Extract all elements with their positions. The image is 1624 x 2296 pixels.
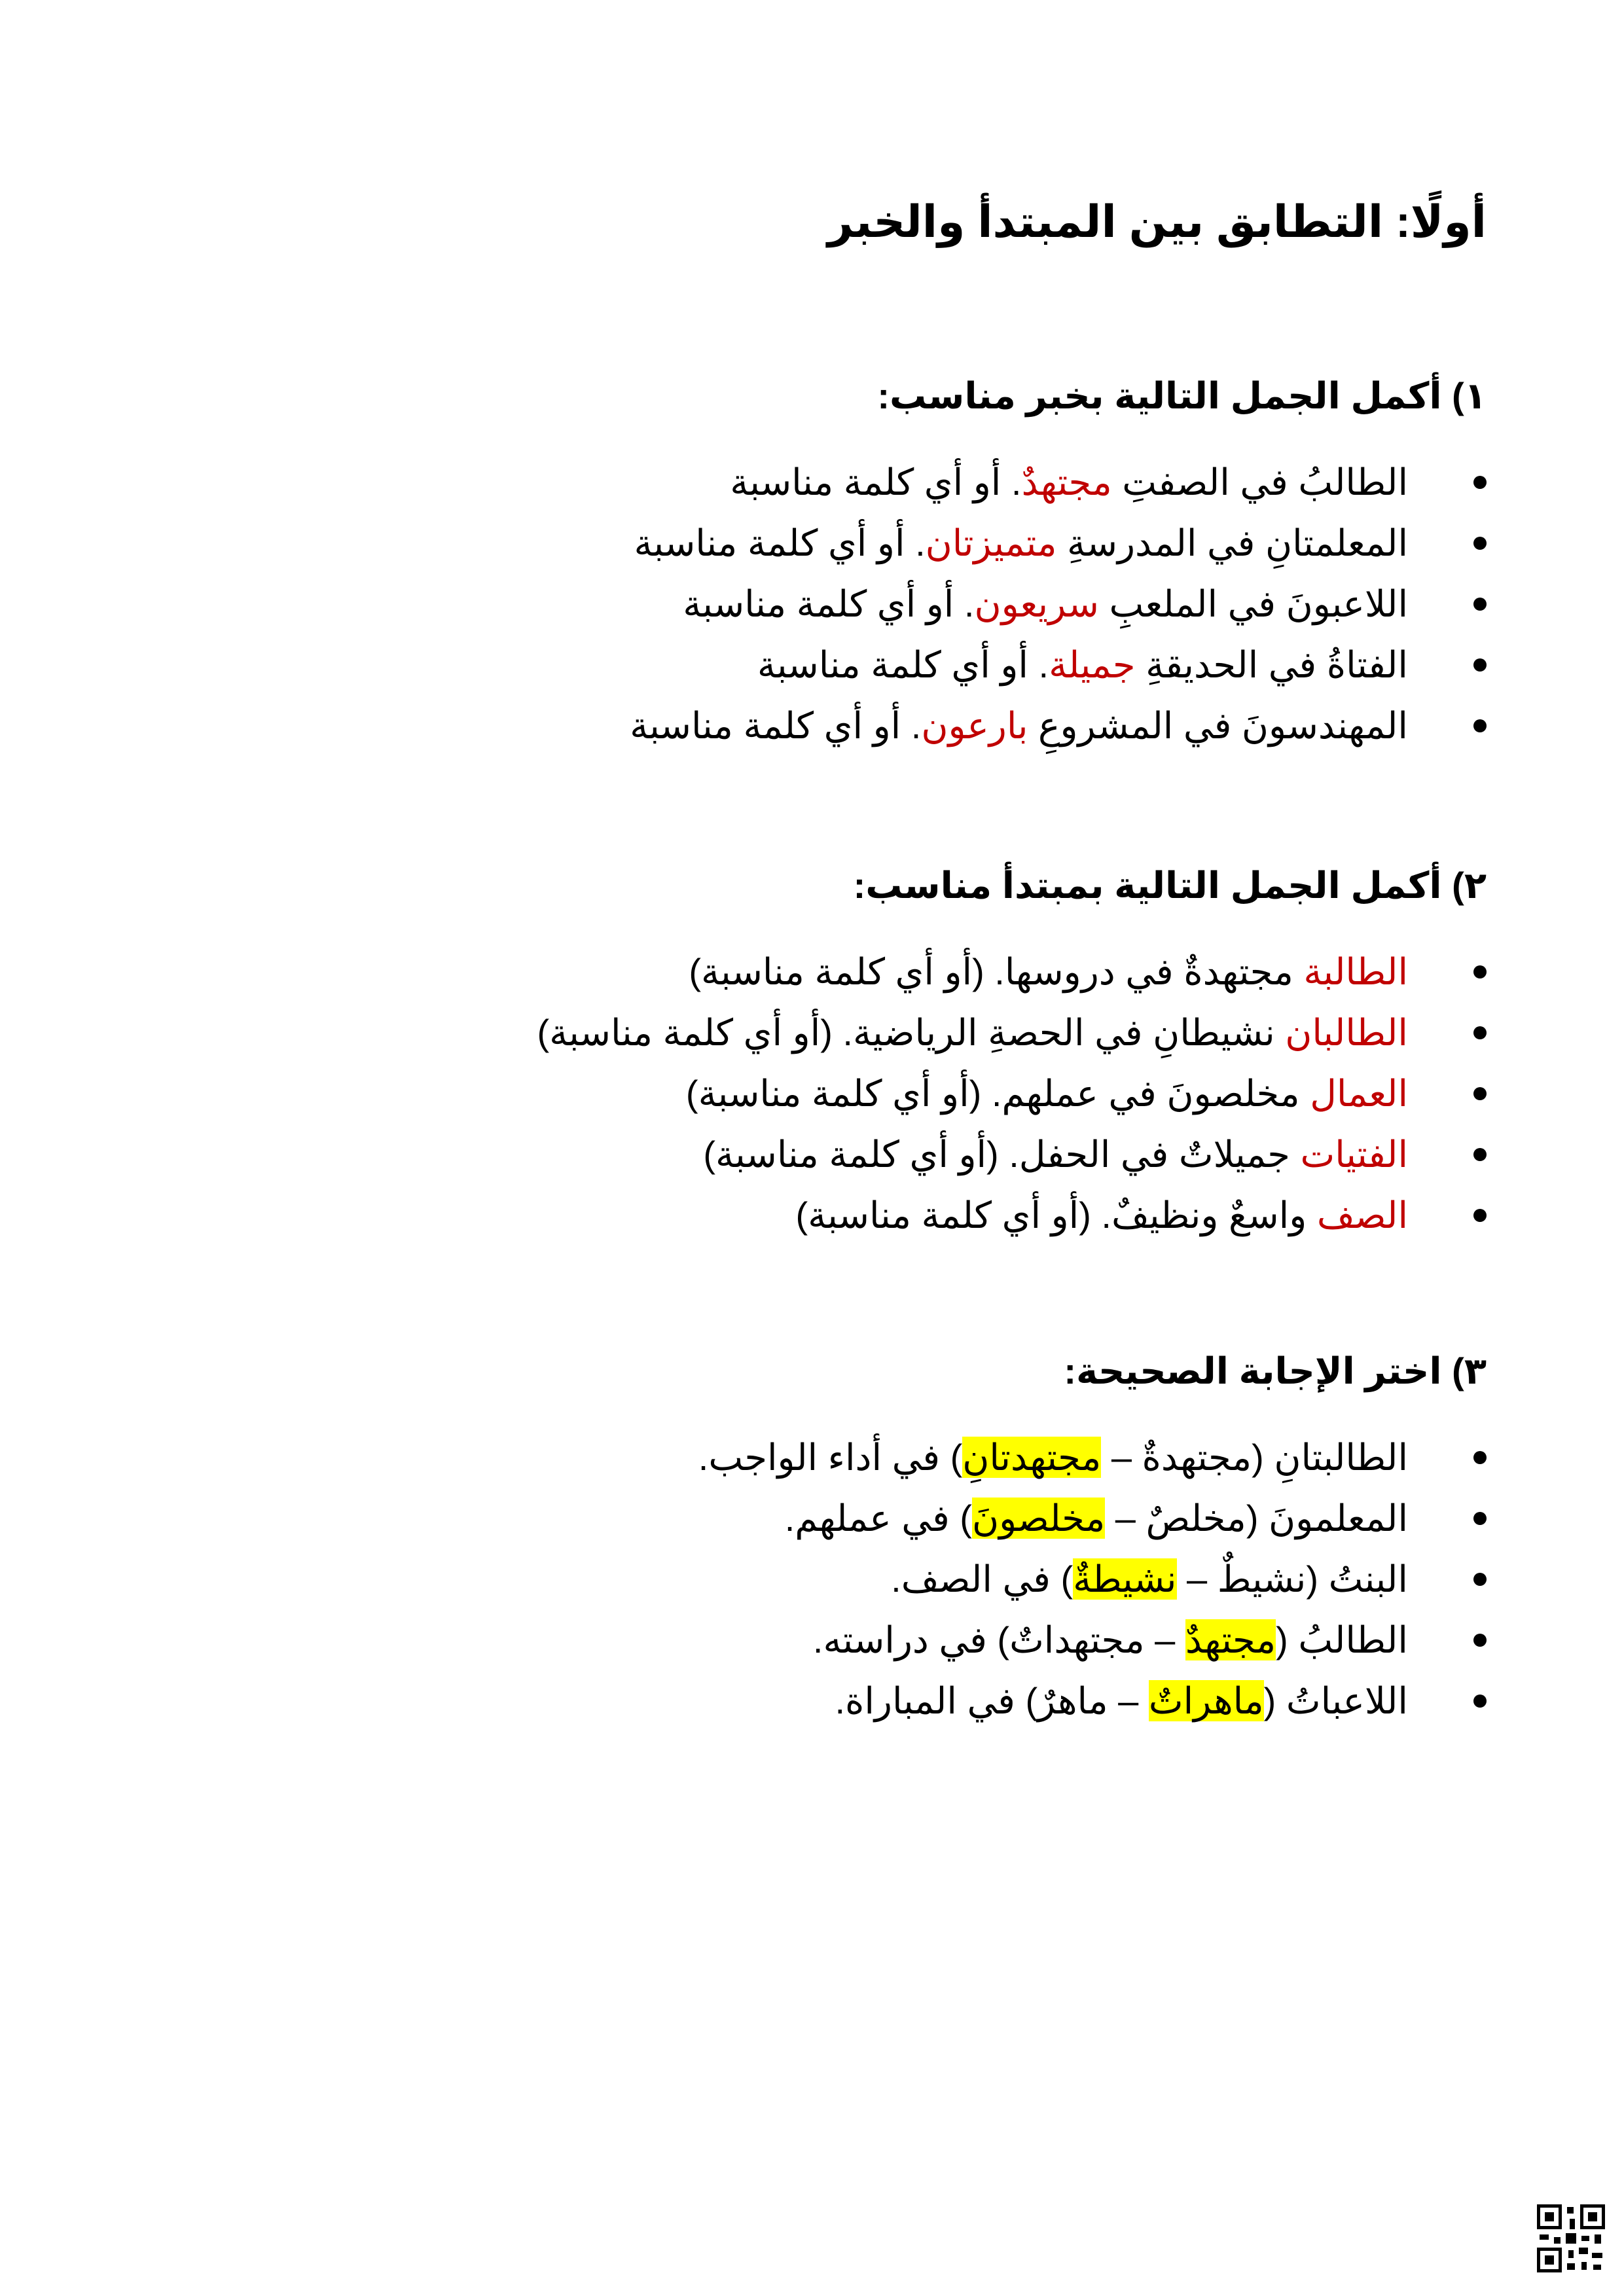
qr-module bbox=[1579, 2248, 1588, 2254]
answer-text: جميلة bbox=[1049, 644, 1136, 685]
sentence-text: الطالبتانِ ( bbox=[1252, 1437, 1408, 1478]
note-text: . أو أي كلمة مناسبة bbox=[757, 644, 1049, 685]
bullet-icon bbox=[1473, 1209, 1487, 1222]
option-1: مجتهدةٌ bbox=[1142, 1437, 1252, 1478]
sentence-text: ) في الصف. bbox=[891, 1558, 1074, 1600]
bullet-icon bbox=[1473, 965, 1487, 978]
option-separator: – bbox=[1144, 1619, 1185, 1660]
list-item bbox=[537, 1185, 1487, 1246]
sentence-text: ) في دراسته. bbox=[812, 1619, 1010, 1660]
qr-module bbox=[1570, 2219, 1575, 2229]
qr-module bbox=[1595, 2234, 1601, 2244]
note-text: . أو أي كلمة مناسبة bbox=[630, 705, 922, 746]
note-text: . أو أي كلمة مناسبة bbox=[730, 461, 1022, 503]
list-item bbox=[537, 1063, 1487, 1124]
bullet-icon bbox=[1473, 1026, 1487, 1039]
qr-module bbox=[1592, 2253, 1602, 2258]
section-1-heading: ١) أكمل الجمل التالية بخبر مناسب: bbox=[877, 375, 1487, 416]
bullet-icon bbox=[1473, 537, 1487, 550]
sentence-text: البنتُ ( bbox=[1306, 1558, 1408, 1600]
list-item bbox=[698, 1670, 1487, 1731]
list-item bbox=[630, 512, 1487, 573]
qr-module bbox=[1540, 2234, 1549, 2240]
bullet-icon bbox=[1473, 476, 1487, 489]
sentence-text: الطالبُ ( bbox=[1276, 1619, 1408, 1660]
list-item bbox=[698, 1488, 1487, 1549]
sentence-text: نشيطانِ في الحصةِ الرياضية. (أو أي كلمة مناسبة) bbox=[537, 1012, 1286, 1053]
list-item bbox=[698, 1609, 1487, 1670]
sentence-text: اللاعباتُ ( bbox=[1263, 1680, 1408, 1721]
qr-module bbox=[1554, 2237, 1561, 2244]
answer-text: متميزتان bbox=[925, 522, 1057, 564]
list-item bbox=[698, 1427, 1487, 1488]
option-separator: – bbox=[1108, 1680, 1149, 1721]
answer-text: بارعون bbox=[921, 705, 1028, 746]
correct-option: مجتهدٌ bbox=[1185, 1619, 1276, 1660]
qr-finder-icon bbox=[1537, 2204, 1562, 2229]
bullet-icon bbox=[1473, 1451, 1487, 1464]
qr-module bbox=[1593, 2265, 1601, 2270]
bullet-icon bbox=[1473, 598, 1487, 611]
section-3-list bbox=[698, 1427, 1487, 1731]
option-2: مجتهداتٌ bbox=[1009, 1619, 1145, 1660]
sentence-text: ) في المباراة. bbox=[835, 1680, 1038, 1721]
sentence-text: المعلمتانِ في المدرسةِ bbox=[1056, 522, 1408, 564]
bullet-icon bbox=[1473, 1087, 1487, 1100]
sentence-text: ) في أداء الواجب. bbox=[698, 1437, 963, 1478]
option-1: مخلصٌ bbox=[1146, 1498, 1246, 1539]
correct-option: نشيطةٌ bbox=[1073, 1558, 1177, 1600]
qr-module bbox=[1581, 2236, 1589, 2241]
sentence-text: مخلصونَ في عملهم. (أو أي كلمة مناسبة) bbox=[685, 1073, 1310, 1114]
note-text: . أو أي كلمة مناسبة bbox=[683, 583, 975, 624]
list-item bbox=[630, 573, 1487, 634]
sentence-text: المهندسونَ في المشروعِ bbox=[1028, 705, 1408, 746]
option-2: ماهرٌ bbox=[1038, 1680, 1108, 1721]
page-title: أولًا: التطابق بين المبتدأ والخبر bbox=[827, 197, 1487, 247]
list-item bbox=[537, 941, 1487, 1002]
qr-module bbox=[1567, 2263, 1575, 2270]
sentence-text: الفتاةُ في الحديقةِ bbox=[1135, 644, 1408, 685]
sentence-text: اللاعبونَ في الملعبِ bbox=[1098, 583, 1408, 624]
sentence-text: جميلاتٌ في الحفل. (أو أي كلمة مناسبة) bbox=[703, 1134, 1301, 1175]
option-separator: – bbox=[1105, 1498, 1146, 1539]
option-separator: – bbox=[1101, 1437, 1142, 1478]
qr-module bbox=[1566, 2233, 1576, 2244]
list-item bbox=[630, 452, 1487, 512]
sentence-text: واسعٌ ونظيفٌ. (أو أي كلمة مناسبة) bbox=[795, 1194, 1317, 1236]
bullet-icon bbox=[1473, 1634, 1487, 1647]
answer-text: سريعون bbox=[974, 583, 1099, 624]
bullet-icon bbox=[1473, 658, 1487, 672]
answer-text: العمال bbox=[1310, 1073, 1408, 1114]
note-text: . أو أي كلمة مناسبة bbox=[634, 522, 926, 564]
option-separator: – bbox=[1176, 1558, 1218, 1600]
sentence-text: المعلمونَ ( bbox=[1246, 1498, 1408, 1539]
list-item bbox=[630, 695, 1487, 756]
sentence-text: مجتهدةٌ في دروسها. (أو أي كلمة مناسبة) bbox=[689, 951, 1304, 992]
bullet-icon bbox=[1473, 1695, 1487, 1708]
correct-option: ماهراتٌ bbox=[1148, 1680, 1264, 1721]
section-2-heading: ٢) أكمل الجمل التالية بمبتدأ مناسب: bbox=[853, 865, 1487, 906]
list-item bbox=[537, 1124, 1487, 1185]
answer-text: الطالبة bbox=[1303, 951, 1408, 992]
bullet-icon bbox=[1473, 1573, 1487, 1586]
sentence-text: الطالبُ في الصفتِ bbox=[1111, 461, 1408, 503]
list-item bbox=[630, 634, 1487, 695]
list-item bbox=[698, 1549, 1487, 1609]
section-1-list bbox=[630, 452, 1487, 756]
option-1: نشيطٌ bbox=[1217, 1558, 1307, 1600]
answer-text: الطالبان bbox=[1285, 1012, 1408, 1053]
correct-option: مجتهدتانِ bbox=[962, 1437, 1102, 1478]
qr-finder-icon bbox=[1580, 2204, 1605, 2229]
list-item bbox=[537, 1002, 1487, 1063]
qr-module bbox=[1567, 2207, 1574, 2214]
bullet-icon bbox=[1473, 1148, 1487, 1161]
qr-finder-icon bbox=[1537, 2248, 1562, 2272]
qr-code-icon[interactable] bbox=[1537, 2204, 1605, 2272]
answer-text: الفتيات bbox=[1300, 1134, 1408, 1175]
answer-text: مجتهدٌ bbox=[1021, 461, 1112, 503]
section-2-list bbox=[537, 941, 1487, 1246]
correct-option: مخلصونَ bbox=[971, 1498, 1106, 1539]
bullet-icon bbox=[1473, 719, 1487, 732]
qr-module bbox=[1581, 2262, 1587, 2270]
qr-module bbox=[1568, 2250, 1574, 2258]
bullet-icon bbox=[1473, 1512, 1487, 1525]
sentence-text: ) في عملهم. bbox=[784, 1498, 972, 1539]
answer-text: الصف bbox=[1316, 1194, 1408, 1236]
section-3-heading: ٣) اختر الإجابة الصحيحة: bbox=[1064, 1350, 1487, 1391]
